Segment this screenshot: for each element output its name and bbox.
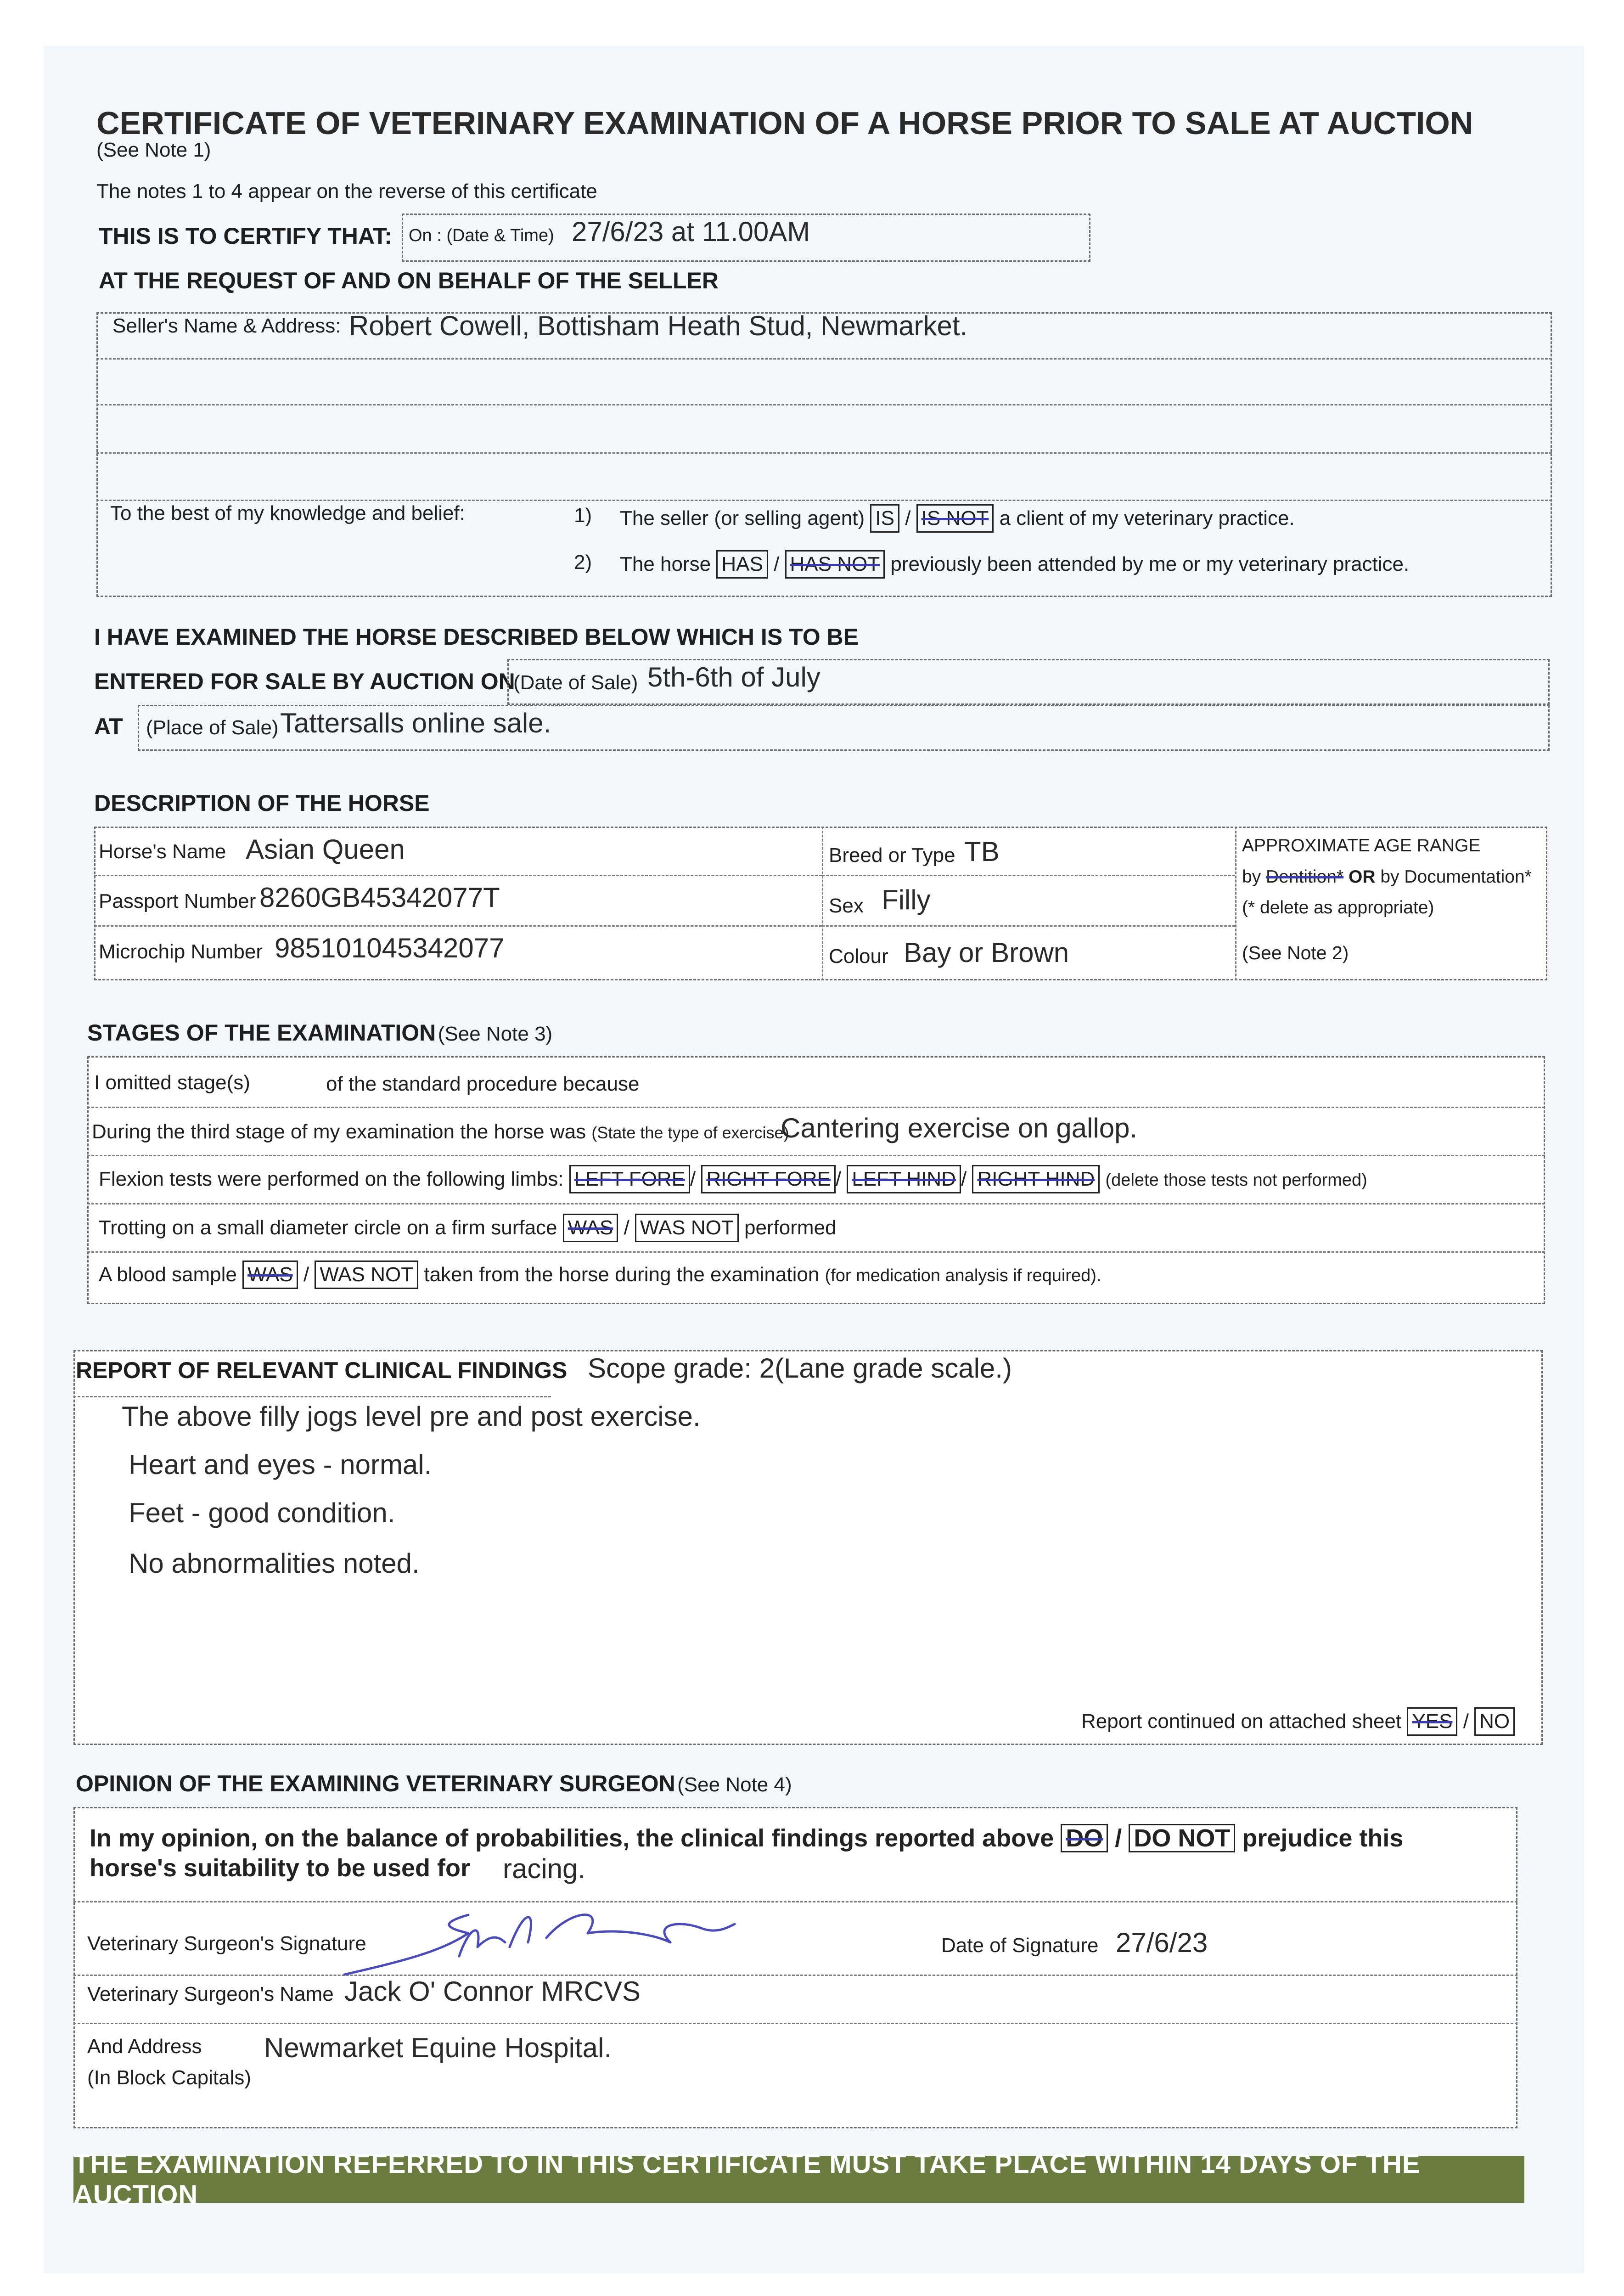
report-line-1[interactable]: The above filly jogs level pre and post exercise. [122, 1401, 701, 1432]
q1-post: a client of my veterinary practice. [999, 507, 1295, 529]
flexion-note: (delete those tests not performed) [1105, 1171, 1367, 1190]
blood-was-option[interactable]: WAS [242, 1261, 298, 1289]
breed-value[interactable]: TB [964, 836, 1000, 867]
slash: / [774, 553, 780, 575]
sex-value[interactable]: Filly [882, 884, 931, 915]
seller-line [96, 358, 1552, 360]
signature-label: Veterinary Surgeon's Signature [87, 1932, 366, 1955]
trotting-was-option[interactable]: WAS [563, 1214, 618, 1242]
stages-line [87, 1107, 1545, 1108]
opinion-see-note-4: (See Note 4) [677, 1773, 792, 1796]
sex-label: Sex [829, 895, 864, 917]
address-hint: (In Block Capitals) [87, 2066, 252, 2089]
q1-row [620, 504, 1295, 533]
report-continued-row [1081, 1707, 1515, 1736]
stages-heading: STAGES OF THE EXAMINATION [87, 1020, 436, 1046]
description-divider [822, 827, 823, 980]
seller-line [96, 452, 1552, 454]
stages-see-note-3: (See Note 3) [438, 1023, 553, 1045]
microchip-value[interactable]: 985101045342077 [275, 933, 505, 963]
limb-right-hind[interactable]: RIGHT HIND [972, 1165, 1100, 1193]
horse-name-label: Horse's Name [99, 840, 226, 863]
slash: / [303, 1263, 309, 1286]
omitted-stages-label: I omitted stage(s) [94, 1071, 250, 1094]
q2-pre: The horse [620, 553, 711, 575]
date-of-sale-value[interactable]: 5th-6th of July [647, 662, 820, 692]
notes-info: The notes 1 to 4 appear on the reverse of this certificate [96, 180, 597, 203]
third-stage-label: During the third stage of my examination the horse was [92, 1120, 586, 1143]
report-continued-label: Report continued on attached sheet [1081, 1710, 1402, 1733]
report-heading: REPORT OF RELEVANT CLINICAL FINDINGS [76, 1357, 568, 1383]
opinion-heading: OPINION OF THE EXAMINING VETERINARY SURGEON [76, 1771, 675, 1796]
report-line-3[interactable]: Feet - good condition. [129, 1497, 395, 1528]
slash: / [835, 1168, 842, 1190]
report-heading-line [73, 1396, 551, 1397]
opinion-text-post: prejudice this [1242, 1824, 1404, 1852]
slash: / [1115, 1824, 1122, 1852]
place-of-sale-label: (Place of Sale) [146, 716, 279, 739]
age-range-heading: APPROXIMATE AGE RANGE [1242, 836, 1481, 855]
description-divider [1235, 827, 1236, 980]
description-line [822, 925, 1235, 927]
trotting-row [99, 1214, 837, 1242]
opinion-line [73, 1975, 1517, 1976]
horse-name-value[interactable]: Asian Queen [246, 834, 405, 865]
age-by: by [1242, 867, 1261, 887]
age-or: OR [1349, 867, 1376, 887]
opinion-text-pre: In my opinion, on the balance of probabilities, the clinical findings reported above [90, 1824, 1054, 1852]
stages-line [87, 1251, 1545, 1253]
footer-banner: THE EXAMINATION REFERRED TO IN THIS CERTIFICATE MUST TAKE PLACE WITHIN 14 DAYS OF THE AUCTION [73, 2156, 1524, 2203]
report-line-4[interactable]: No abnormalities noted. [129, 1548, 420, 1579]
seller-label: Seller's Name & Address: [112, 315, 341, 337]
on-datetime-label: On : (Date & Time) [409, 226, 554, 245]
place-of-sale-value[interactable]: Tattersalls online sale. [280, 708, 551, 738]
slash: / [1463, 1710, 1469, 1733]
description-heading: DESCRIPTION OF THE HORSE [94, 790, 430, 816]
third-stage-row [92, 1120, 789, 1143]
address-label: And Address [87, 2035, 202, 2058]
flexion-row [99, 1165, 1367, 1193]
has-option[interactable]: HAS [716, 550, 768, 579]
seller-line [96, 404, 1552, 405]
age-see-note-2: (See Note 2) [1242, 942, 1349, 963]
examined-heading: I HAVE EXAMINED THE HORSE DESCRIBED BELOW WHICH IS TO BE [94, 624, 859, 650]
address-value[interactable]: Newmarket Equine Hospital. [264, 2032, 612, 2063]
opinion-use-value[interactable]: racing. [503, 1853, 586, 1884]
third-stage-value[interactable]: Cantering exercise on gallop. [781, 1113, 1138, 1143]
trotting-label: Trotting on a small diameter circle on a firm surface [99, 1216, 557, 1239]
q2-post: previously been attended by me or my veterinary practice. [890, 553, 1410, 575]
q2-row [620, 550, 1409, 579]
stages-line [87, 1155, 1545, 1156]
knowledge-label: To the best of my knowledge and belief: [110, 502, 465, 524]
opinion-line [73, 2023, 1517, 2024]
report-continued-yes[interactable]: YES [1407, 1707, 1457, 1736]
age-delete-note: (* delete as appropriate) [1242, 898, 1434, 917]
date-of-signature-label: Date of Signature [941, 1934, 1099, 1957]
limb-left-hind[interactable]: LEFT HIND [847, 1165, 961, 1193]
report-line-2[interactable]: Heart and eyes - normal. [129, 1449, 432, 1480]
stages-heading-row [87, 1019, 552, 1046]
description-line [94, 925, 822, 927]
limb-left-fore[interactable]: LEFT FORE [569, 1165, 690, 1193]
opinion-line [73, 1901, 1517, 1902]
flexion-label: Flexion tests were performed on the following limbs: [99, 1168, 564, 1190]
vet-name-label: Veterinary Surgeon's Name [87, 1983, 334, 2005]
slash: / [624, 1216, 629, 1239]
is-option[interactable]: IS [870, 504, 899, 533]
trotting-was-not-option[interactable]: WAS NOT [635, 1214, 739, 1242]
third-stage-hint: (State the type of exercise) [591, 1123, 789, 1142]
colour-value[interactable]: Bay or Brown [904, 937, 1069, 968]
signature-scrawl[interactable] [331, 1896, 744, 1984]
q2-number: 2) [574, 551, 592, 574]
q1-pre: The seller (or selling agent) [620, 507, 865, 529]
entered-for-sale-label: ENTERED FOR SALE BY AUCTION ON [94, 669, 515, 694]
blood-note: (for medication analysis if required). [825, 1266, 1101, 1285]
slash: / [905, 507, 911, 529]
microchip-label: Microchip Number [99, 940, 263, 963]
opinion-do-option[interactable]: DO [1061, 1824, 1108, 1852]
report-scope[interactable]: Scope grade: 2(Lane grade scale.) [588, 1353, 1012, 1384]
on-datetime-value[interactable]: 27/6/23 at 11.00AM [572, 216, 810, 247]
trotting-performed: performed [744, 1216, 837, 1239]
omitted-because-label: of the standard procedure because [326, 1073, 640, 1095]
certify-label: THIS IS TO CERTIFY THAT: [99, 223, 392, 249]
age-method-row [1242, 867, 1532, 887]
blood-was-not-option[interactable]: WAS NOT [315, 1261, 418, 1289]
q1-number: 1) [574, 504, 592, 527]
passport-value[interactable]: 8260GB45342077T [259, 882, 500, 913]
see-note-1: (See Note 1) [96, 139, 211, 161]
slash: / [961, 1168, 967, 1190]
slash: / [690, 1168, 696, 1190]
colour-label: Colour [829, 945, 888, 968]
seller-line [96, 500, 1552, 501]
request-heading: AT THE REQUEST OF AND ON BEHALF OF THE SELLER [99, 268, 719, 293]
seller-value[interactable]: Robert Cowell, Bottisham Heath Stud, Newmarket. [349, 310, 968, 341]
blood-row [99, 1261, 1101, 1289]
report-continued-no[interactable]: NO [1474, 1707, 1515, 1736]
age-documentation-option[interactable]: by Documentation* [1380, 867, 1532, 887]
date-of-signature-value[interactable]: 27/6/23 [1116, 1927, 1208, 1958]
age-dentition-option[interactable]: Dentition* [1266, 867, 1344, 887]
description-line [822, 875, 1235, 876]
certificate-title: CERTIFICATE OF VETERINARY EXAMINATION OF A HORSE PRIOR TO SALE AT AUCTION [96, 105, 1473, 141]
opinion-heading-row [76, 1770, 792, 1797]
blood-post: taken from the horse during the examination [424, 1263, 820, 1286]
breed-label: Breed or Type [829, 844, 955, 867]
opinion-do-not-option[interactable]: DO NOT [1129, 1824, 1235, 1852]
stages-line [87, 1203, 1545, 1204]
at-label: AT [94, 714, 123, 739]
vet-name-value[interactable]: Jack O' Connor MRCVS [344, 1976, 641, 2007]
date-of-sale-label: (Date of Sale) [513, 671, 638, 694]
has-not-option[interactable]: HAS NOT [785, 550, 885, 579]
description-line [94, 875, 822, 876]
limb-right-fore[interactable]: RIGHT FORE [701, 1165, 836, 1193]
blood-label: A blood sample [99, 1263, 237, 1286]
opinion-line2: horse's suitability to be used for [90, 1854, 470, 1882]
opinion-statement-row [90, 1824, 1403, 1852]
is-not-option[interactable]: IS NOT [916, 504, 994, 533]
passport-label: Passport Number [99, 890, 256, 912]
